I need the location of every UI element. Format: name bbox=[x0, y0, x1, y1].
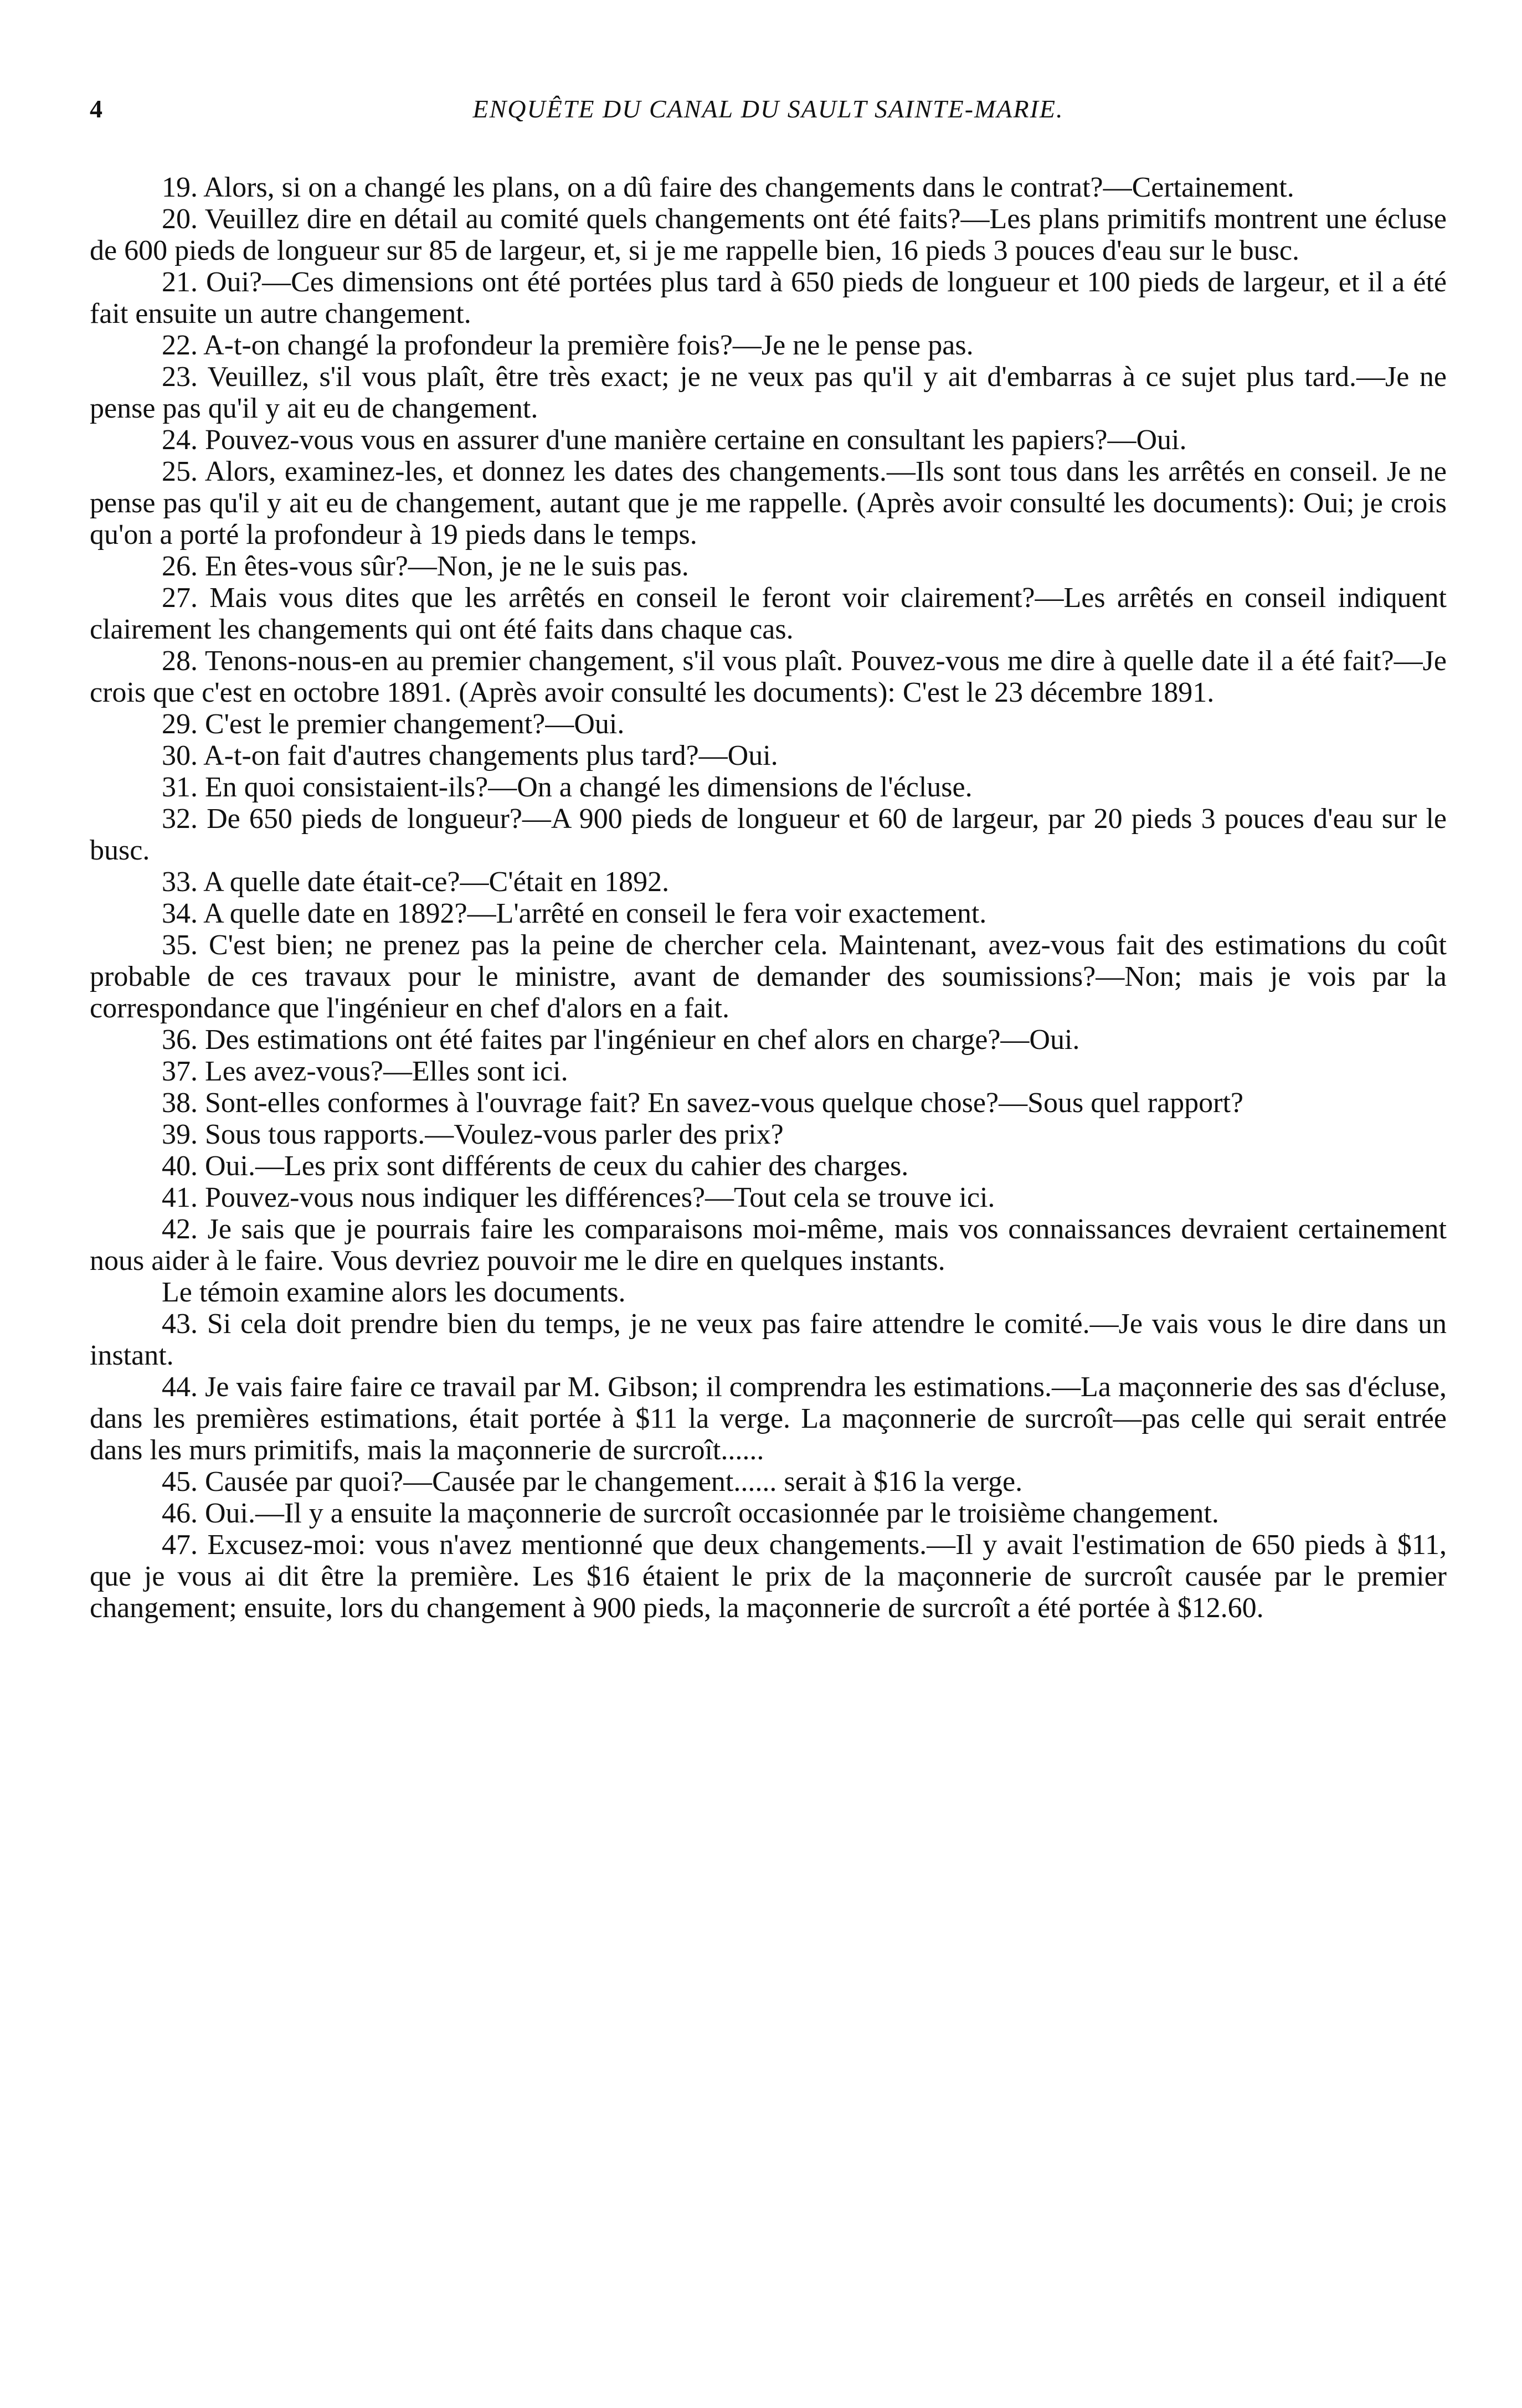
paragraph: 39. Sous tous rapports.—Voulez-vous parler des prix? bbox=[162, 1119, 784, 1150]
paragraph: 38. Sont-elles conformes à l'ouvrage fait? En savez-vous quelque chose?—Sous quel rapport? bbox=[162, 1087, 1243, 1119]
paragraph: 24. Pouvez-vous vous en assurer d'une manière certaine en consultant les papiers?—Oui. bbox=[162, 424, 1187, 456]
paragraph: 42. Je sais que je pourrais faire les comparaisons moi-même, mais vos connaissances devraient certainement nous aider à le faire. Vous devriez pouvoir me le dire en quelques instants. bbox=[90, 1213, 1447, 1277]
document-page bbox=[90, 83, 1447, 1624]
paragraph: 20. Veuillez dire en détail au comité quels changements ont été faits?—Les plans primitifs montrent une écluse de 600 pieds de longueur sur 85 de largeur, et, si je me rappelle bien, 16 pieds 3 pouces d'eau sur le busc. bbox=[90, 203, 1447, 266]
paragraph: 28. Tenons-nous-en au premier changement, s'il vous plaît. Pouvez-vous me dire à quelle date il a été fait?—Je crois que c'est en octobre 1891. (Après avoir consulté les documents): C'est le 23 décembre 1891. bbox=[90, 645, 1447, 708]
paragraph: 29. C'est le premier changement?—Oui. bbox=[162, 708, 625, 740]
page-header bbox=[90, 83, 1447, 133]
paragraph: 21. Oui?—Ces dimensions ont été portées plus tard à 650 pieds de longueur et 100 pieds de largeur, et il a été fait ensuite un autre changement. bbox=[90, 266, 1447, 330]
paragraph: 37. Les avez-vous?—Elles sont ici. bbox=[162, 1056, 568, 1087]
paragraph: 31. En quoi consistaient-ils?—On a changé les dimensions de l'écluse. bbox=[162, 771, 973, 803]
running-title: ENQUÊTE DU CANAL DU SAULT SAINTE-MARIE. bbox=[472, 95, 1064, 123]
paragraph: 26. En êtes-vous sûr?—Non, je ne le suis pas. bbox=[162, 550, 689, 582]
page-number: 4 bbox=[90, 95, 102, 123]
paragraph: 30. A-t-on fait d'autres changements plus tard?—Oui. bbox=[162, 740, 778, 771]
paragraph: 33. A quelle date était-ce?—C'était en 1892. bbox=[162, 866, 670, 898]
paragraph: 41. Pouvez-vous nous indiquer les différences?—Tout cela se trouve ici. bbox=[162, 1182, 995, 1213]
body-text bbox=[90, 172, 1447, 1624]
paragraph: 22. A-t-on changé la profondeur la première fois?—Je ne le pense pas. bbox=[162, 330, 974, 361]
paragraph: 23. Veuillez, s'il vous plaît, être très exact; je ne veux pas qu'il y ait d'embarras à ce sujet plus tard.—Je ne pense pas qu'il y ait eu de changement. bbox=[90, 361, 1447, 424]
paragraph: 27. Mais vous dites que les arrêtés en conseil le feront voir clairement?—Les arrêtés en conseil indiquent clairement les changements qui ont été faits dans chaque cas. bbox=[90, 582, 1447, 645]
paragraph: 19. Alors, si on a changé les plans, on a dû faire des changements dans le contrat?—Certainement. bbox=[162, 172, 1294, 203]
paragraph: 35. C'est bien; ne prenez pas la peine de chercher cela. Maintenant, avez-vous fait des estimations du coût probable de ces travaux pour le ministre, avant de demander des soumissions?—Non; mais je vois par la correspondance que l'ingénieur en chef d'alors en a fait. bbox=[90, 929, 1447, 1024]
paragraph: 46. Oui.—Il y a ensuite la maçonnerie de surcroît occasionnée par le troisième changement. bbox=[162, 1498, 1219, 1529]
paragraph: Le témoin examine alors les documents. bbox=[162, 1277, 626, 1308]
paragraph: 44. Je vais faire faire ce travail par M. Gibson; il comprendra les estimations.—La maçonnerie des sas d'écluse, dans les premières estimations, était portée à $11 la verge. La maçonnerie de surcroît—pas celle qui serait entrée dans les murs primitifs, mais la maçonnerie de surcroît...... bbox=[90, 1371, 1447, 1466]
paragraph: 32. De 650 pieds de longueur?—A 900 pieds de longueur et 60 de largeur, par 20 pieds 3 pouces d'eau sur le busc. bbox=[90, 803, 1447, 866]
paragraph: 40. Oui.—Les prix sont différents de ceux du cahier des charges. bbox=[162, 1150, 909, 1182]
paragraph: 43. Si cela doit prendre bien du temps, je ne veux pas faire attendre le comité.—Je vais vous le dire dans un instant. bbox=[90, 1308, 1447, 1371]
paragraph: 47. Excusez-moi: vous n'avez mentionné que deux changements.—Il y avait l'estimation de 650 pieds à $11, que je vous ai dit être la première. Les $16 étaient le prix de la maçonnerie de surcroît causée par le premier changement; ensuite, lors du changement à 900 pieds, la maçonnerie de surcroît a été portée à $12.60. bbox=[90, 1529, 1447, 1624]
paragraph: 45. Causée par quoi?—Causée par le changement...... serait à $16 la verge. bbox=[162, 1466, 1023, 1498]
paragraph: 34. A quelle date en 1892?—L'arrêté en conseil le fera voir exactement. bbox=[162, 898, 987, 929]
paragraph: 36. Des estimations ont été faites par l'ingénieur en chef alors en charge?—Oui. bbox=[162, 1024, 1080, 1056]
paragraph: 25. Alors, examinez-les, et donnez les dates des changements.—Ils sont tous dans les arrêtés en conseil. Je ne pense pas qu'il y ait eu de changement, autant que je me rappelle. (Après avoir consulté les documents): Oui; je crois qu'on a porté la profondeur à 19 pieds dans le temps. bbox=[90, 456, 1447, 550]
